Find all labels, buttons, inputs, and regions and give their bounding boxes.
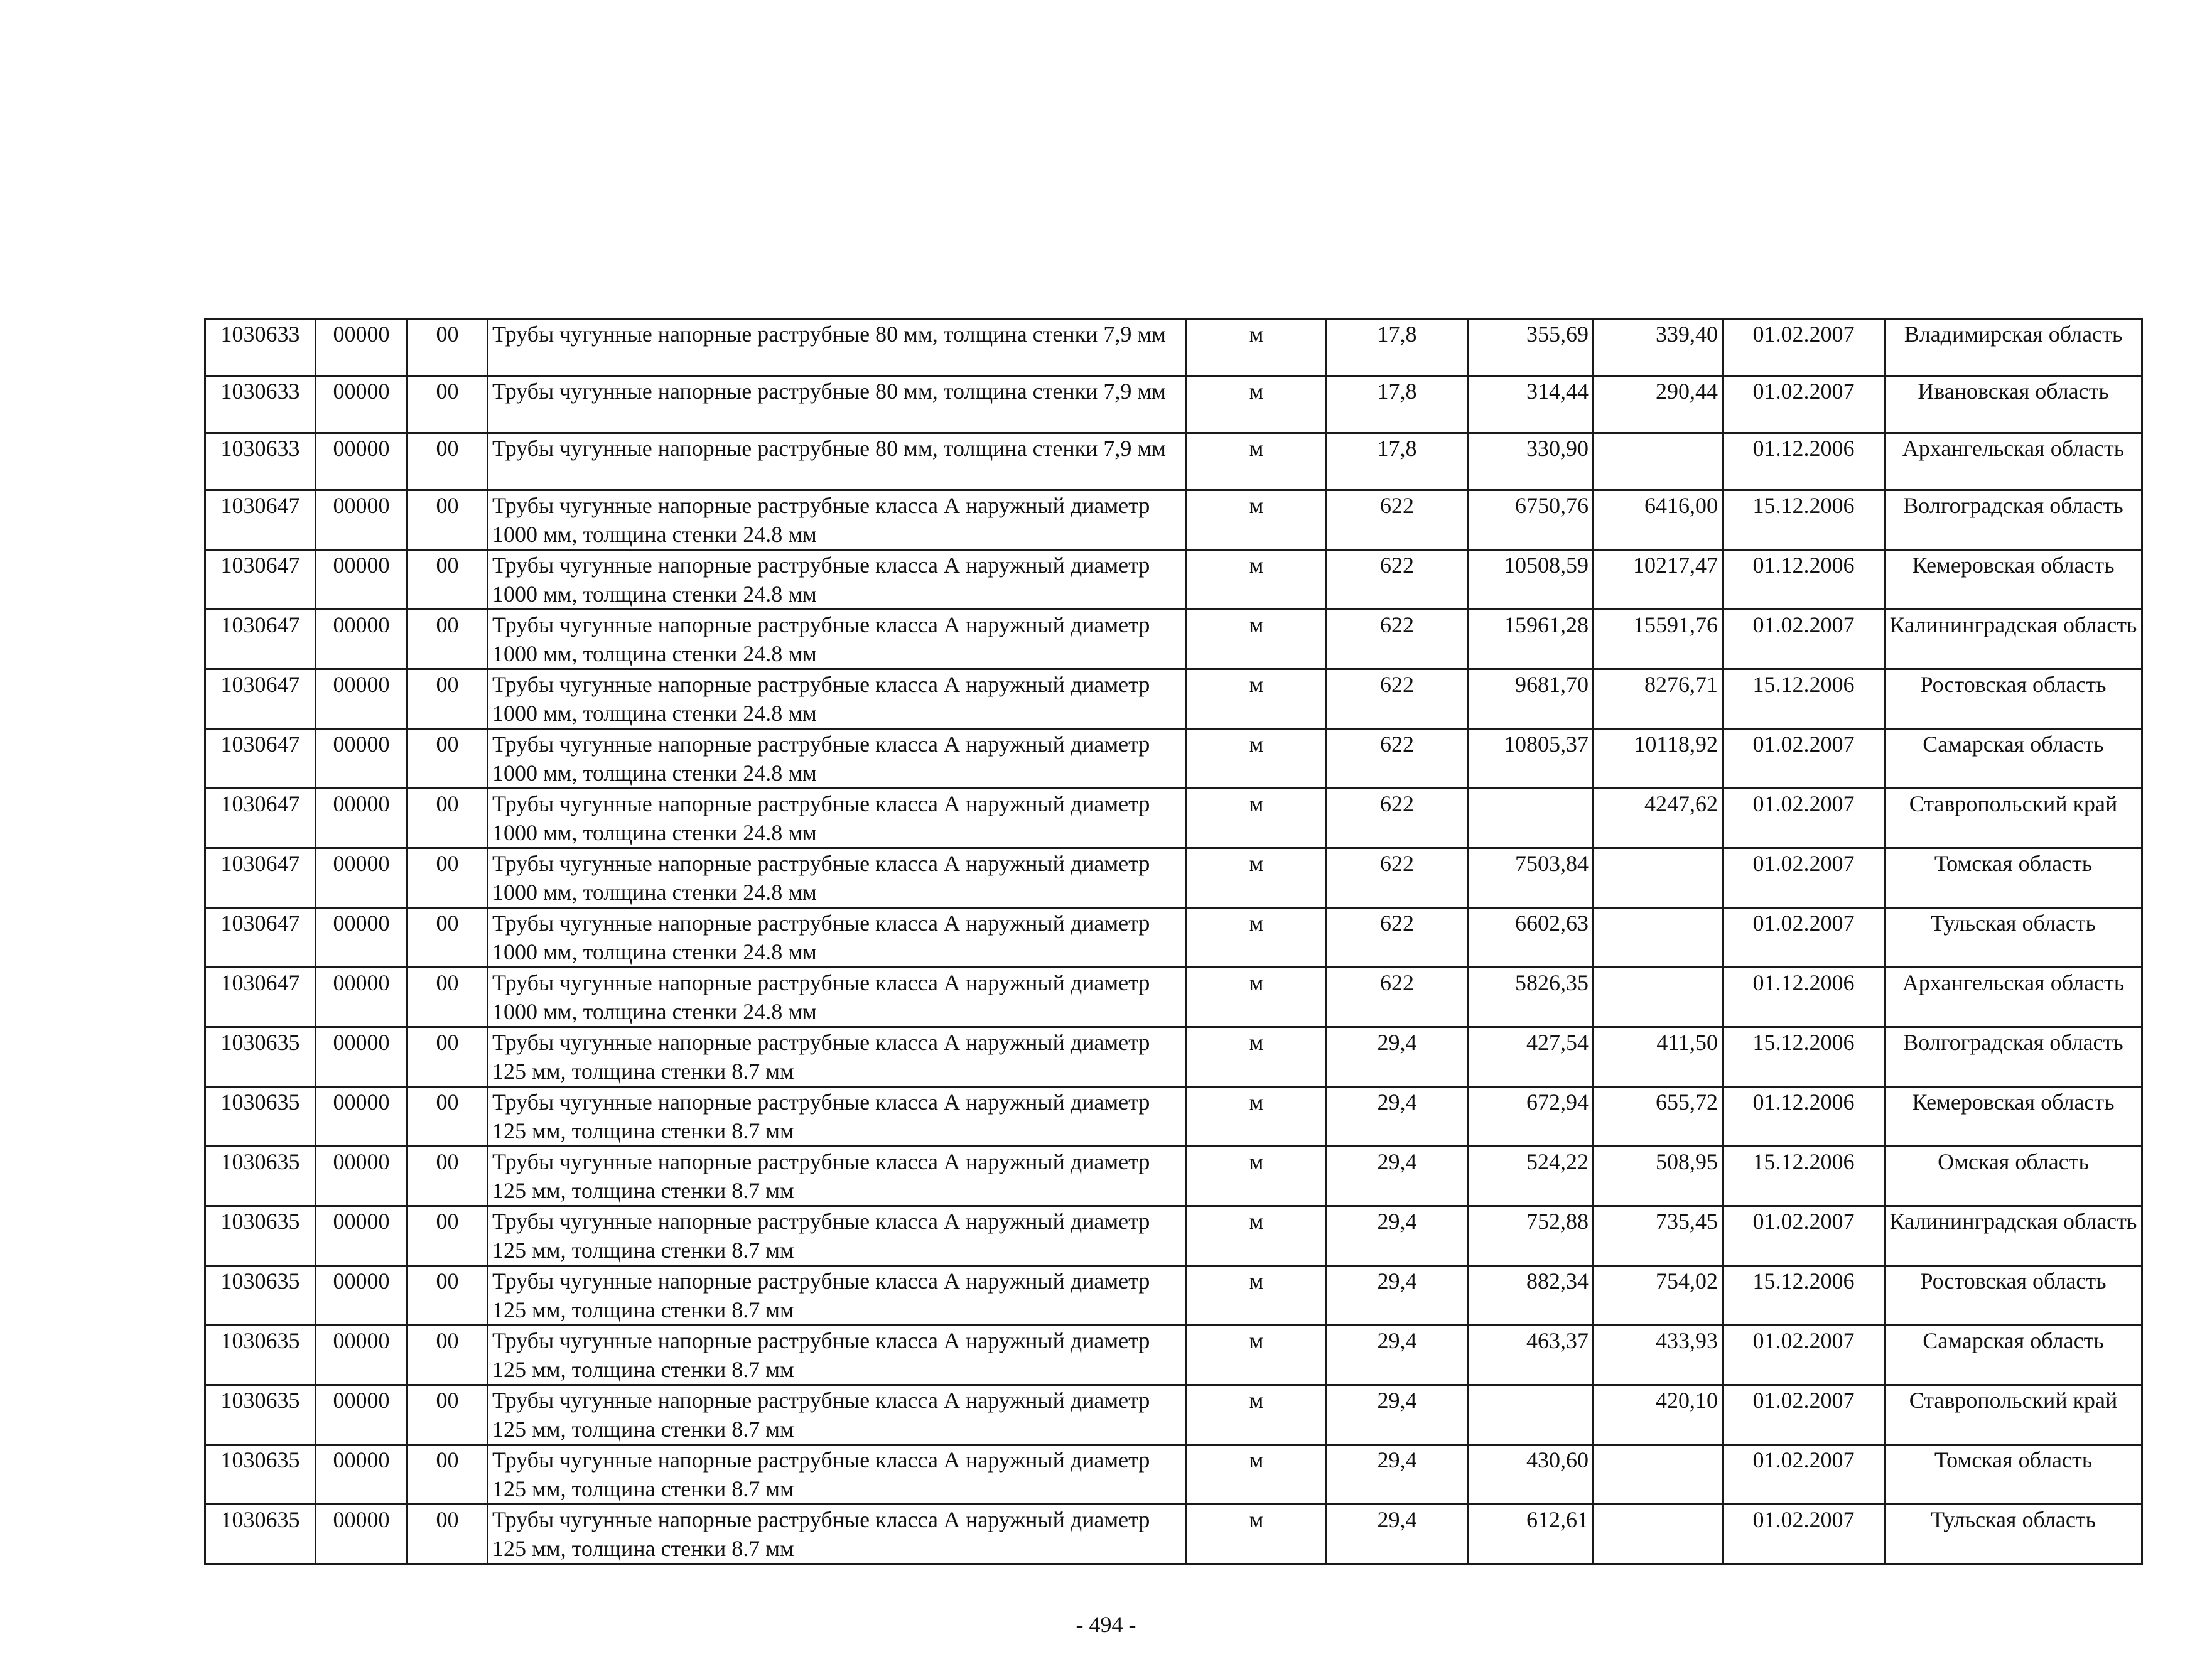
- cell-subcode: 00000: [316, 610, 407, 669]
- cell-price-2: 411,50: [1594, 1027, 1723, 1087]
- cell-region: Кемеровская область: [1885, 1087, 2142, 1147]
- table-row: [205, 1385, 2142, 1445]
- cell-price-1: 7503,84: [1468, 848, 1594, 908]
- cell-code: 1030635: [205, 1027, 316, 1087]
- cell-extension: 00: [407, 1027, 488, 1087]
- cell-region: Кемеровская область: [1885, 550, 2142, 610]
- cell-price-2: 339,40: [1594, 319, 1723, 376]
- cell-unit: м: [1187, 1445, 1327, 1505]
- cell-unit: м: [1187, 319, 1327, 376]
- cell-region: Ростовская область: [1885, 1266, 2142, 1326]
- cell-price-2: [1594, 1505, 1723, 1564]
- cell-quantity: 17,8: [1327, 376, 1468, 433]
- cell-date: 01.02.2007: [1723, 908, 1885, 968]
- table-row: [205, 789, 2142, 848]
- cell-region: Ростовская область: [1885, 669, 2142, 729]
- table-row: [205, 376, 2142, 433]
- cell-price-2: [1594, 968, 1723, 1027]
- cell-name: Трубы чугунные напорные раструбные класса А наружный диаметр 1000 мм, толщина стенки 24.8 мм: [488, 729, 1187, 789]
- cell-price-1: 314,44: [1468, 376, 1594, 433]
- cell-name: Трубы чугунные напорные раструбные класса А наружный диаметр 1000 мм, толщина стенки 24.8 мм: [488, 550, 1187, 610]
- cell-extension: 00: [407, 1147, 488, 1206]
- table-row: [205, 1266, 2142, 1326]
- cell-date: 01.02.2007: [1723, 789, 1885, 848]
- cell-extension: 00: [407, 1206, 488, 1266]
- cell-name: Трубы чугунные напорные раструбные класса А наружный диаметр 125 мм, толщина стенки 8.7 мм: [488, 1027, 1187, 1087]
- table-row: [205, 1445, 2142, 1505]
- cell-quantity: 622: [1327, 968, 1468, 1027]
- cell-subcode: 00000: [316, 968, 407, 1027]
- cell-date: 01.02.2007: [1723, 1326, 1885, 1385]
- cell-unit: м: [1187, 433, 1327, 490]
- cell-extension: 00: [407, 908, 488, 968]
- cell-quantity: 29,4: [1327, 1087, 1468, 1147]
- cell-subcode: 00000: [316, 1445, 407, 1505]
- cell-price-1: 10805,37: [1468, 729, 1594, 789]
- cell-extension: 00: [407, 433, 488, 490]
- cell-region: Волгоградская область: [1885, 490, 2142, 550]
- cell-date: 01.02.2007: [1723, 610, 1885, 669]
- cell-extension: 00: [407, 490, 488, 550]
- cell-date: 01.02.2007: [1723, 1445, 1885, 1505]
- cell-extension: 00: [407, 1326, 488, 1385]
- table-row: [205, 1147, 2142, 1206]
- cell-code: 1030635: [205, 1266, 316, 1326]
- cell-code: 1030647: [205, 669, 316, 729]
- cell-quantity: 29,4: [1327, 1445, 1468, 1505]
- cell-unit: м: [1187, 1206, 1327, 1266]
- cell-code: 1030635: [205, 1505, 316, 1564]
- cell-price-1: 672,94: [1468, 1087, 1594, 1147]
- cell-quantity: 29,4: [1327, 1326, 1468, 1385]
- cell-subcode: 00000: [316, 848, 407, 908]
- cell-name: Трубы чугунные напорные раструбные класса А наружный диаметр 1000 мм, толщина стенки 24.8 мм: [488, 490, 1187, 550]
- table-body: [205, 319, 2142, 1564]
- cell-date: 01.12.2006: [1723, 550, 1885, 610]
- table-row: [205, 848, 2142, 908]
- cell-price-2: 290,44: [1594, 376, 1723, 433]
- cell-extension: 00: [407, 968, 488, 1027]
- cell-region: Архангельская область: [1885, 968, 2142, 1027]
- cell-unit: м: [1187, 789, 1327, 848]
- table-row: [205, 1206, 2142, 1266]
- cell-price-2: 433,93: [1594, 1326, 1723, 1385]
- cell-price-2: 735,45: [1594, 1206, 1723, 1266]
- table-row: [205, 1326, 2142, 1385]
- cell-name: Трубы чугунные напорные раструбные класса А наружный диаметр 125 мм, толщина стенки 8.7 мм: [488, 1266, 1187, 1326]
- cell-price-1: 15961,28: [1468, 610, 1594, 669]
- cell-quantity: 29,4: [1327, 1147, 1468, 1206]
- cell-region: Томская область: [1885, 1445, 2142, 1505]
- cell-code: 1030647: [205, 968, 316, 1027]
- cell-price-2: 10118,92: [1594, 729, 1723, 789]
- cell-extension: 00: [407, 610, 488, 669]
- cell-unit: м: [1187, 1385, 1327, 1445]
- cell-price-1: 9681,70: [1468, 669, 1594, 729]
- cell-subcode: 00000: [316, 729, 407, 789]
- cell-date: 15.12.2006: [1723, 1147, 1885, 1206]
- cell-extension: 00: [407, 848, 488, 908]
- cell-quantity: 29,4: [1327, 1027, 1468, 1087]
- cell-subcode: 00000: [316, 908, 407, 968]
- cell-date: 01.12.2006: [1723, 433, 1885, 490]
- cell-extension: 00: [407, 789, 488, 848]
- cell-extension: 00: [407, 669, 488, 729]
- cell-region: Тульская область: [1885, 1505, 2142, 1564]
- cell-name: Трубы чугунные напорные раструбные класса А наружный диаметр 125 мм, толщина стенки 8.7 мм: [488, 1385, 1187, 1445]
- page-number: - 494 -: [1076, 1612, 1136, 1637]
- cell-quantity: 29,4: [1327, 1505, 1468, 1564]
- cell-name: Трубы чугунные напорные раструбные класса А наружный диаметр 1000 мм, толщина стенки 24.8 мм: [488, 908, 1187, 968]
- cell-date: 01.02.2007: [1723, 319, 1885, 376]
- cell-quantity: 17,8: [1327, 319, 1468, 376]
- cell-date: 15.12.2006: [1723, 490, 1885, 550]
- cell-subcode: 00000: [316, 1505, 407, 1564]
- cell-name: Трубы чугунные напорные раструбные класса А наружный диаметр 125 мм, толщина стенки 8.7 мм: [488, 1445, 1187, 1505]
- cell-code: 1030647: [205, 848, 316, 908]
- cell-date: 01.02.2007: [1723, 1206, 1885, 1266]
- cell-region: Ставропольский край: [1885, 1385, 2142, 1445]
- cell-code: 1030635: [205, 1326, 316, 1385]
- cell-unit: м: [1187, 490, 1327, 550]
- cell-quantity: 622: [1327, 490, 1468, 550]
- cell-price-1: 427,54: [1468, 1027, 1594, 1087]
- cell-name: Трубы чугунные напорные раструбные класса А наружный диаметр 125 мм, толщина стенки 8.7 мм: [488, 1206, 1187, 1266]
- cell-code: 1030635: [205, 1087, 316, 1147]
- cell-extension: 00: [407, 1505, 488, 1564]
- cell-subcode: 00000: [316, 319, 407, 376]
- cell-name: Трубы чугунные напорные раструбные класса А наружный диаметр 1000 мм, толщина стенки 24.8 мм: [488, 848, 1187, 908]
- cell-price-1: 752,88: [1468, 1206, 1594, 1266]
- cell-code: 1030633: [205, 319, 316, 376]
- cell-name: Трубы чугунные напорные раструбные класса А наружный диаметр 1000 мм, толщина стенки 24.8 мм: [488, 789, 1187, 848]
- cell-code: 1030647: [205, 610, 316, 669]
- cell-name: Трубы чугунные напорные раструбные 80 мм, толщина стенки 7,9 мм: [488, 319, 1187, 376]
- cell-name: Трубы чугунные напорные раструбные класса А наружный диаметр 125 мм, толщина стенки 8.7 мм: [488, 1087, 1187, 1147]
- cell-unit: м: [1187, 1266, 1327, 1326]
- cell-code: 1030635: [205, 1147, 316, 1206]
- cell-price-2: [1594, 433, 1723, 490]
- cell-quantity: 622: [1327, 669, 1468, 729]
- cell-price-1: 6602,63: [1468, 908, 1594, 968]
- cell-code: 1030647: [205, 908, 316, 968]
- cell-subcode: 00000: [316, 669, 407, 729]
- cell-region: Томская область: [1885, 848, 2142, 908]
- cell-unit: м: [1187, 550, 1327, 610]
- cell-subcode: 00000: [316, 376, 407, 433]
- cell-price-1: 10508,59: [1468, 550, 1594, 610]
- cell-price-1: 330,90: [1468, 433, 1594, 490]
- cell-code: 1030647: [205, 490, 316, 550]
- cell-unit: м: [1187, 1087, 1327, 1147]
- cell-date: 15.12.2006: [1723, 1266, 1885, 1326]
- cell-date: 01.12.2006: [1723, 1087, 1885, 1147]
- cell-price-2: 6416,00: [1594, 490, 1723, 550]
- table-row: [205, 1087, 2142, 1147]
- table-row: [205, 610, 2142, 669]
- cell-code: 1030647: [205, 789, 316, 848]
- cell-name: Трубы чугунные напорные раструбные класса А наружный диаметр 1000 мм, толщина стенки 24.8 мм: [488, 610, 1187, 669]
- cell-price-1: [1468, 1385, 1594, 1445]
- cell-region: Калининградская область: [1885, 610, 2142, 669]
- cell-unit: м: [1187, 968, 1327, 1027]
- cell-unit: м: [1187, 1505, 1327, 1564]
- table-row: [205, 433, 2142, 490]
- cell-code: 1030635: [205, 1385, 316, 1445]
- cell-date: 01.02.2007: [1723, 1505, 1885, 1564]
- cell-price-1: 5826,35: [1468, 968, 1594, 1027]
- cell-subcode: 00000: [316, 1385, 407, 1445]
- cell-date: 01.12.2006: [1723, 968, 1885, 1027]
- cell-region: Омская область: [1885, 1147, 2142, 1206]
- table-row: [205, 729, 2142, 789]
- cell-code: 1030633: [205, 376, 316, 433]
- cell-name: Трубы чугунные напорные раструбные 80 мм, толщина стенки 7,9 мм: [488, 433, 1187, 490]
- cell-price-2: 655,72: [1594, 1087, 1723, 1147]
- cell-region: Самарская область: [1885, 729, 2142, 789]
- cell-subcode: 00000: [316, 1206, 407, 1266]
- cell-price-1: 6750,76: [1468, 490, 1594, 550]
- cell-unit: м: [1187, 1027, 1327, 1087]
- cell-subcode: 00000: [316, 1147, 407, 1206]
- table-row: [205, 550, 2142, 610]
- cell-code: 1030633: [205, 433, 316, 490]
- cell-name: Трубы чугунные напорные раструбные класса А наружный диаметр 1000 мм, толщина стенки 24.8 мм: [488, 669, 1187, 729]
- table-row: [205, 1505, 2142, 1564]
- table-row: [205, 1027, 2142, 1087]
- cell-subcode: 00000: [316, 789, 407, 848]
- cell-quantity: 29,4: [1327, 1206, 1468, 1266]
- cell-name: Трубы чугунные напорные раструбные класса А наружный диаметр 1000 мм, толщина стенки 24.8 мм: [488, 968, 1187, 1027]
- cell-price-2: 508,95: [1594, 1147, 1723, 1206]
- table-row: [205, 319, 2142, 376]
- cell-name: Трубы чугунные напорные раструбные 80 мм, толщина стенки 7,9 мм: [488, 376, 1187, 433]
- table-row: [205, 908, 2142, 968]
- cell-region: Калининградская область: [1885, 1206, 2142, 1266]
- cell-extension: 00: [407, 1385, 488, 1445]
- table-row: [205, 490, 2142, 550]
- cell-extension: 00: [407, 1266, 488, 1326]
- cell-subcode: 00000: [316, 1027, 407, 1087]
- cell-price-1: 463,37: [1468, 1326, 1594, 1385]
- cell-region: Ивановская область: [1885, 376, 2142, 433]
- cell-region: Волгоградская область: [1885, 1027, 2142, 1087]
- cell-price-2: [1594, 908, 1723, 968]
- cell-region: Владимирская область: [1885, 319, 2142, 376]
- cell-price-2: 8276,71: [1594, 669, 1723, 729]
- cell-subcode: 00000: [316, 1266, 407, 1326]
- cell-date: 01.02.2007: [1723, 729, 1885, 789]
- cell-subcode: 00000: [316, 1087, 407, 1147]
- cell-code: 1030635: [205, 1206, 316, 1266]
- cell-extension: 00: [407, 729, 488, 789]
- cell-quantity: 622: [1327, 610, 1468, 669]
- cell-name: Трубы чугунные напорные раструбные класса А наружный диаметр 125 мм, толщина стенки 8.7 мм: [488, 1147, 1187, 1206]
- cell-extension: 00: [407, 1445, 488, 1505]
- cell-region: Самарская область: [1885, 1326, 2142, 1385]
- cell-unit: м: [1187, 669, 1327, 729]
- cell-date: 01.02.2007: [1723, 376, 1885, 433]
- cell-quantity: 622: [1327, 789, 1468, 848]
- cell-name: Трубы чугунные напорные раструбные класса А наружный диаметр 125 мм, толщина стенки 8.7 мм: [488, 1326, 1187, 1385]
- cell-region: Ставропольский край: [1885, 789, 2142, 848]
- cell-code: 1030647: [205, 550, 316, 610]
- cell-region: Архангельская область: [1885, 433, 2142, 490]
- cell-extension: 00: [407, 376, 488, 433]
- cell-region: Тульская область: [1885, 908, 2142, 968]
- cell-quantity: 17,8: [1327, 433, 1468, 490]
- cell-price-2: 10217,47: [1594, 550, 1723, 610]
- cell-price-1: 430,60: [1468, 1445, 1594, 1505]
- cell-price-2: 420,10: [1594, 1385, 1723, 1445]
- cell-price-1: 524,22: [1468, 1147, 1594, 1206]
- cell-unit: м: [1187, 908, 1327, 968]
- cell-subcode: 00000: [316, 550, 407, 610]
- table-row: [205, 669, 2142, 729]
- cell-unit: м: [1187, 610, 1327, 669]
- cell-subcode: 00000: [316, 433, 407, 490]
- cell-price-2: 754,02: [1594, 1266, 1723, 1326]
- table-row: [205, 968, 2142, 1027]
- cell-price-1: 612,61: [1468, 1505, 1594, 1564]
- cell-unit: м: [1187, 376, 1327, 433]
- cell-price-1: 355,69: [1468, 319, 1594, 376]
- price-table: [204, 318, 2143, 1565]
- cell-subcode: 00000: [316, 1326, 407, 1385]
- cell-price-2: [1594, 848, 1723, 908]
- cell-extension: 00: [407, 319, 488, 376]
- cell-date: 01.02.2007: [1723, 848, 1885, 908]
- cell-unit: м: [1187, 1147, 1327, 1206]
- cell-extension: 00: [407, 1087, 488, 1147]
- cell-code: 1030635: [205, 1445, 316, 1505]
- cell-unit: м: [1187, 1326, 1327, 1385]
- cell-quantity: 622: [1327, 848, 1468, 908]
- cell-date: 01.02.2007: [1723, 1385, 1885, 1445]
- cell-date: 15.12.2006: [1723, 1027, 1885, 1087]
- cell-code: 1030647: [205, 729, 316, 789]
- cell-quantity: 622: [1327, 550, 1468, 610]
- cell-unit: м: [1187, 729, 1327, 789]
- cell-quantity: 29,4: [1327, 1385, 1468, 1445]
- cell-price-1: 882,34: [1468, 1266, 1594, 1326]
- cell-unit: м: [1187, 848, 1327, 908]
- cell-name: Трубы чугунные напорные раструбные класса А наружный диаметр 125 мм, толщина стенки 8.7 мм: [488, 1505, 1187, 1564]
- cell-quantity: 622: [1327, 729, 1468, 789]
- cell-subcode: 00000: [316, 490, 407, 550]
- cell-quantity: 622: [1327, 908, 1468, 968]
- cell-quantity: 29,4: [1327, 1266, 1468, 1326]
- cell-date: 15.12.2006: [1723, 669, 1885, 729]
- cell-price-1: [1468, 789, 1594, 848]
- cell-extension: 00: [407, 550, 488, 610]
- cell-price-2: 4247,62: [1594, 789, 1723, 848]
- cell-price-2: 15591,76: [1594, 610, 1723, 669]
- cell-price-2: [1594, 1445, 1723, 1505]
